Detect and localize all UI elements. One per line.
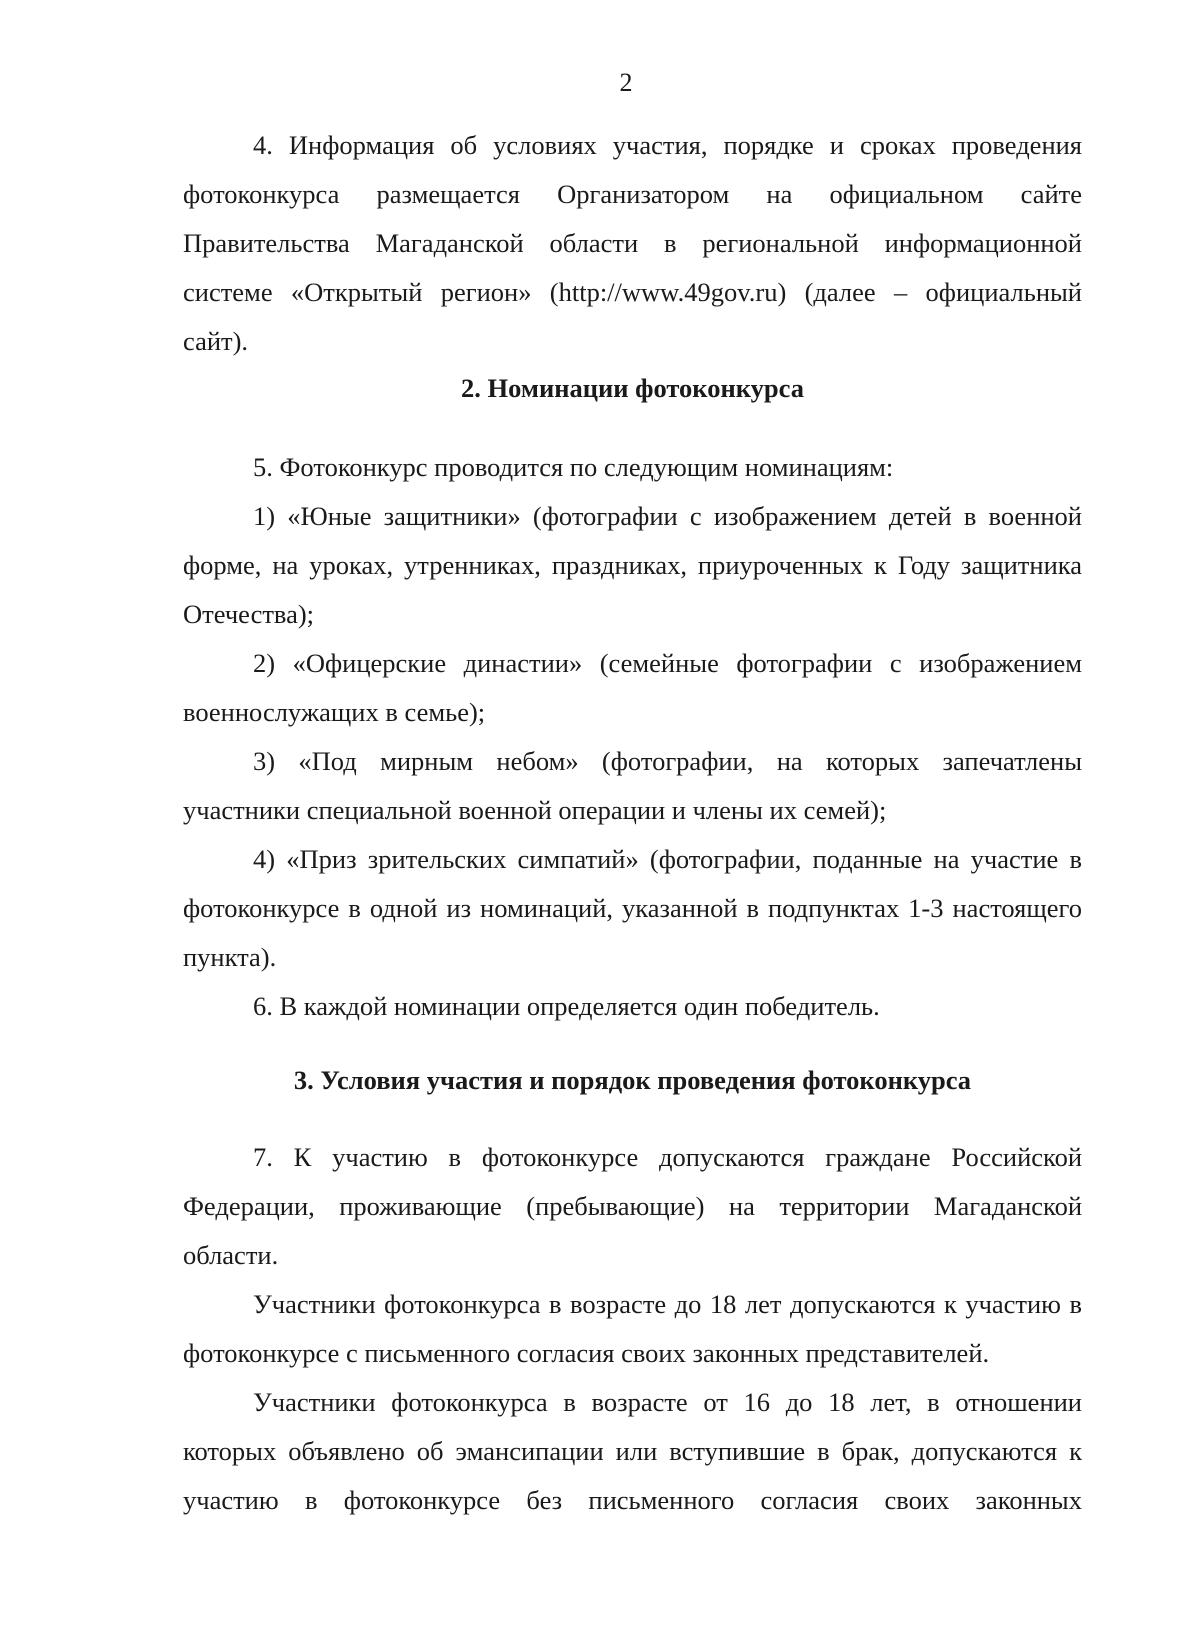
section-intro bbox=[183, 121, 1082, 366]
section-nominations-heading-wrap bbox=[183, 364, 1082, 413]
paragraph-7-minors: Участники фотоконкурса в возрасте до 18 лет допускаются к участию в фотоконкурсе с письменного согласия своих законных представителей. bbox=[183, 1289, 1082, 1368]
paragraph-7-emancipated: Участники фотоконкурса в возрасте от 16 до 18 лет, в отношении которых объявлено об эмансипации или вступившие в брак, допускаются к участию в фотоконкурсе без письменного согласия своих законных bbox=[183, 1387, 1082, 1515]
section-heading-nominations: 2. Номинации фотоконкурса bbox=[461, 373, 804, 403]
section-heading-conditions: 3. Условия участия и порядок проведения фотоконкурса bbox=[293, 1065, 972, 1095]
nomination-item-1: 1) «Юные защитники» (фотографии с изображением детей в военной форме, на уроках, утренниках, праздниках, приуроченных к Году защитника Отечества); bbox=[183, 501, 1082, 629]
paragraph-5: 5. Фотоконкурс проводится по следующим номинациям: bbox=[253, 452, 894, 482]
section-nominations bbox=[183, 443, 1082, 1031]
section-conditions bbox=[183, 1133, 1082, 1525]
nomination-item-2: 2) «Офицерские династии» (семейные фотографии с изображением военнослужащих в семье); bbox=[183, 648, 1082, 727]
section-conditions-heading-wrap bbox=[183, 1056, 1082, 1105]
nomination-item-3: 3) «Под мирным небом» (фотографии, на которых запечатлены участники специальной военной операции и члены их семей); bbox=[183, 746, 1082, 825]
nomination-item-4: 4) «Приз зрительских симпатий» (фотографии, поданные на участие в фотоконкурсе в одной из номинаций, указанной в подпунктах 1-3 настоящего пункта). bbox=[183, 844, 1082, 972]
paragraph-6: 6. В каждой номинации определяется один победитель. bbox=[253, 991, 880, 1021]
paragraph-4: 4. Информация об условиях участия, порядке и сроках проведения фотоконкурса размещается Организатором на официальном сайте Правительства Магаданской области в региональной информационной системе «Открытый регион» (http://www.49gov.ru) (далее – официальный сайт). bbox=[183, 130, 1082, 356]
paragraph-7: 7. К участию в фотоконкурсе допускаются граждане Российской Федерации, проживающие (пребывающие) на территории Магаданской области. bbox=[183, 1142, 1082, 1270]
page-number: 2 bbox=[619, 68, 633, 97]
